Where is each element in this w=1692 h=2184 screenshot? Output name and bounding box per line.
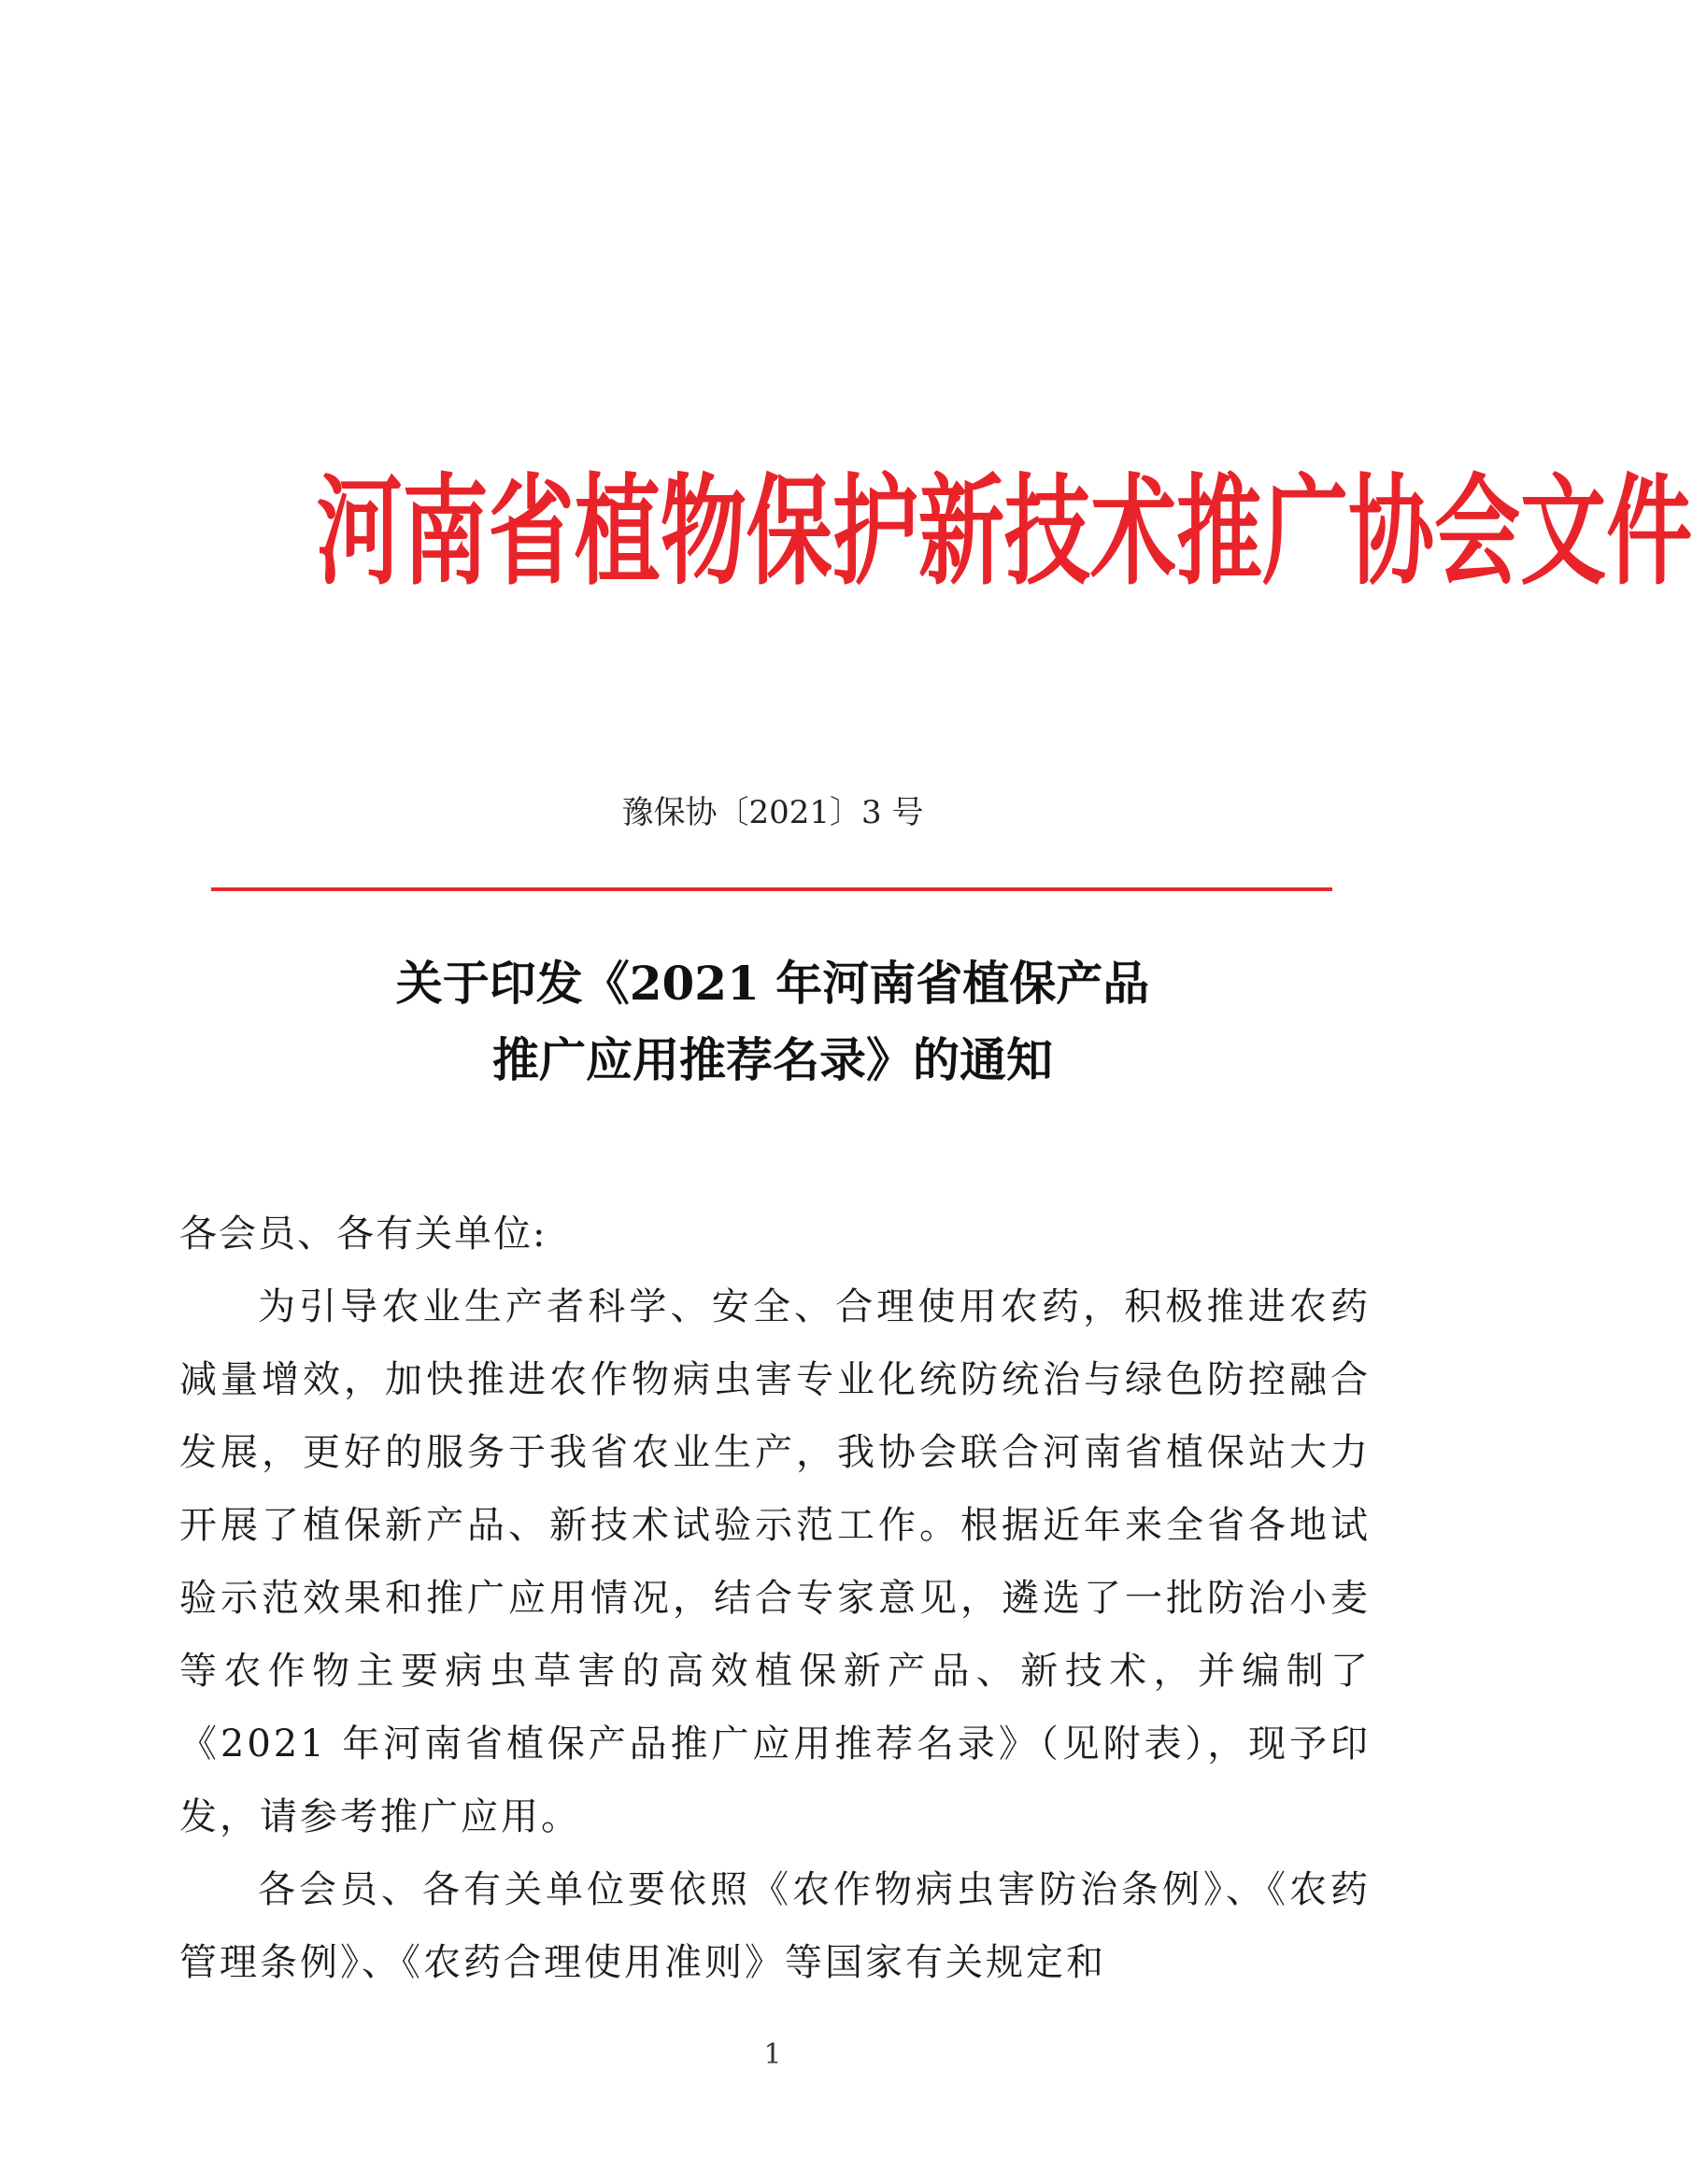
notice-title-line-2: 推广应用推荐名录》的通知: [492, 1032, 1053, 1087]
notice-title-line-1: 关于印发《2021 年河南省植保产品: [395, 956, 1150, 1011]
masthead-title: 河南省植物保护新技术推广协会文件: [316, 461, 1692, 602]
page-number: 1: [763, 2038, 782, 2071]
notice-title: [0, 945, 1545, 1099]
notice-body: [179, 1198, 1371, 1999]
document-number: 豫保协〔2021〕3 号: [621, 794, 924, 831]
salutation: 各会员、各有关单位:: [179, 1213, 547, 1255]
red-divider-line: [211, 887, 1332, 891]
body-paragraph-1: 为引导农业生产者科学、安全、合理使用农药，积极推进农药减量增效，加快推进农作物病虫害专业化统防统治与绿色防控融合发展，更好的服务于我省农业生产，我协会联合河南省植保站大力开展了植保新产品、新技术试验示范工作。根据近年来全省各地试验示范效果和推广应用情况，结合专家意见，遴选了一批防治小麦等农作物主要病虫草害的高效植保新产品、新技术，并编制了《2021 年河南省植保产品推广应用推荐名录》（见附表），现予印发，请参考推广应用。: [179, 1285, 1371, 1838]
body-paragraph-2: 各会员、各有关单位要依照《农作物病虫害防治条例》、《农药管理条例》、《农药合理使用准则》等国家有关规定和: [179, 1868, 1371, 1984]
